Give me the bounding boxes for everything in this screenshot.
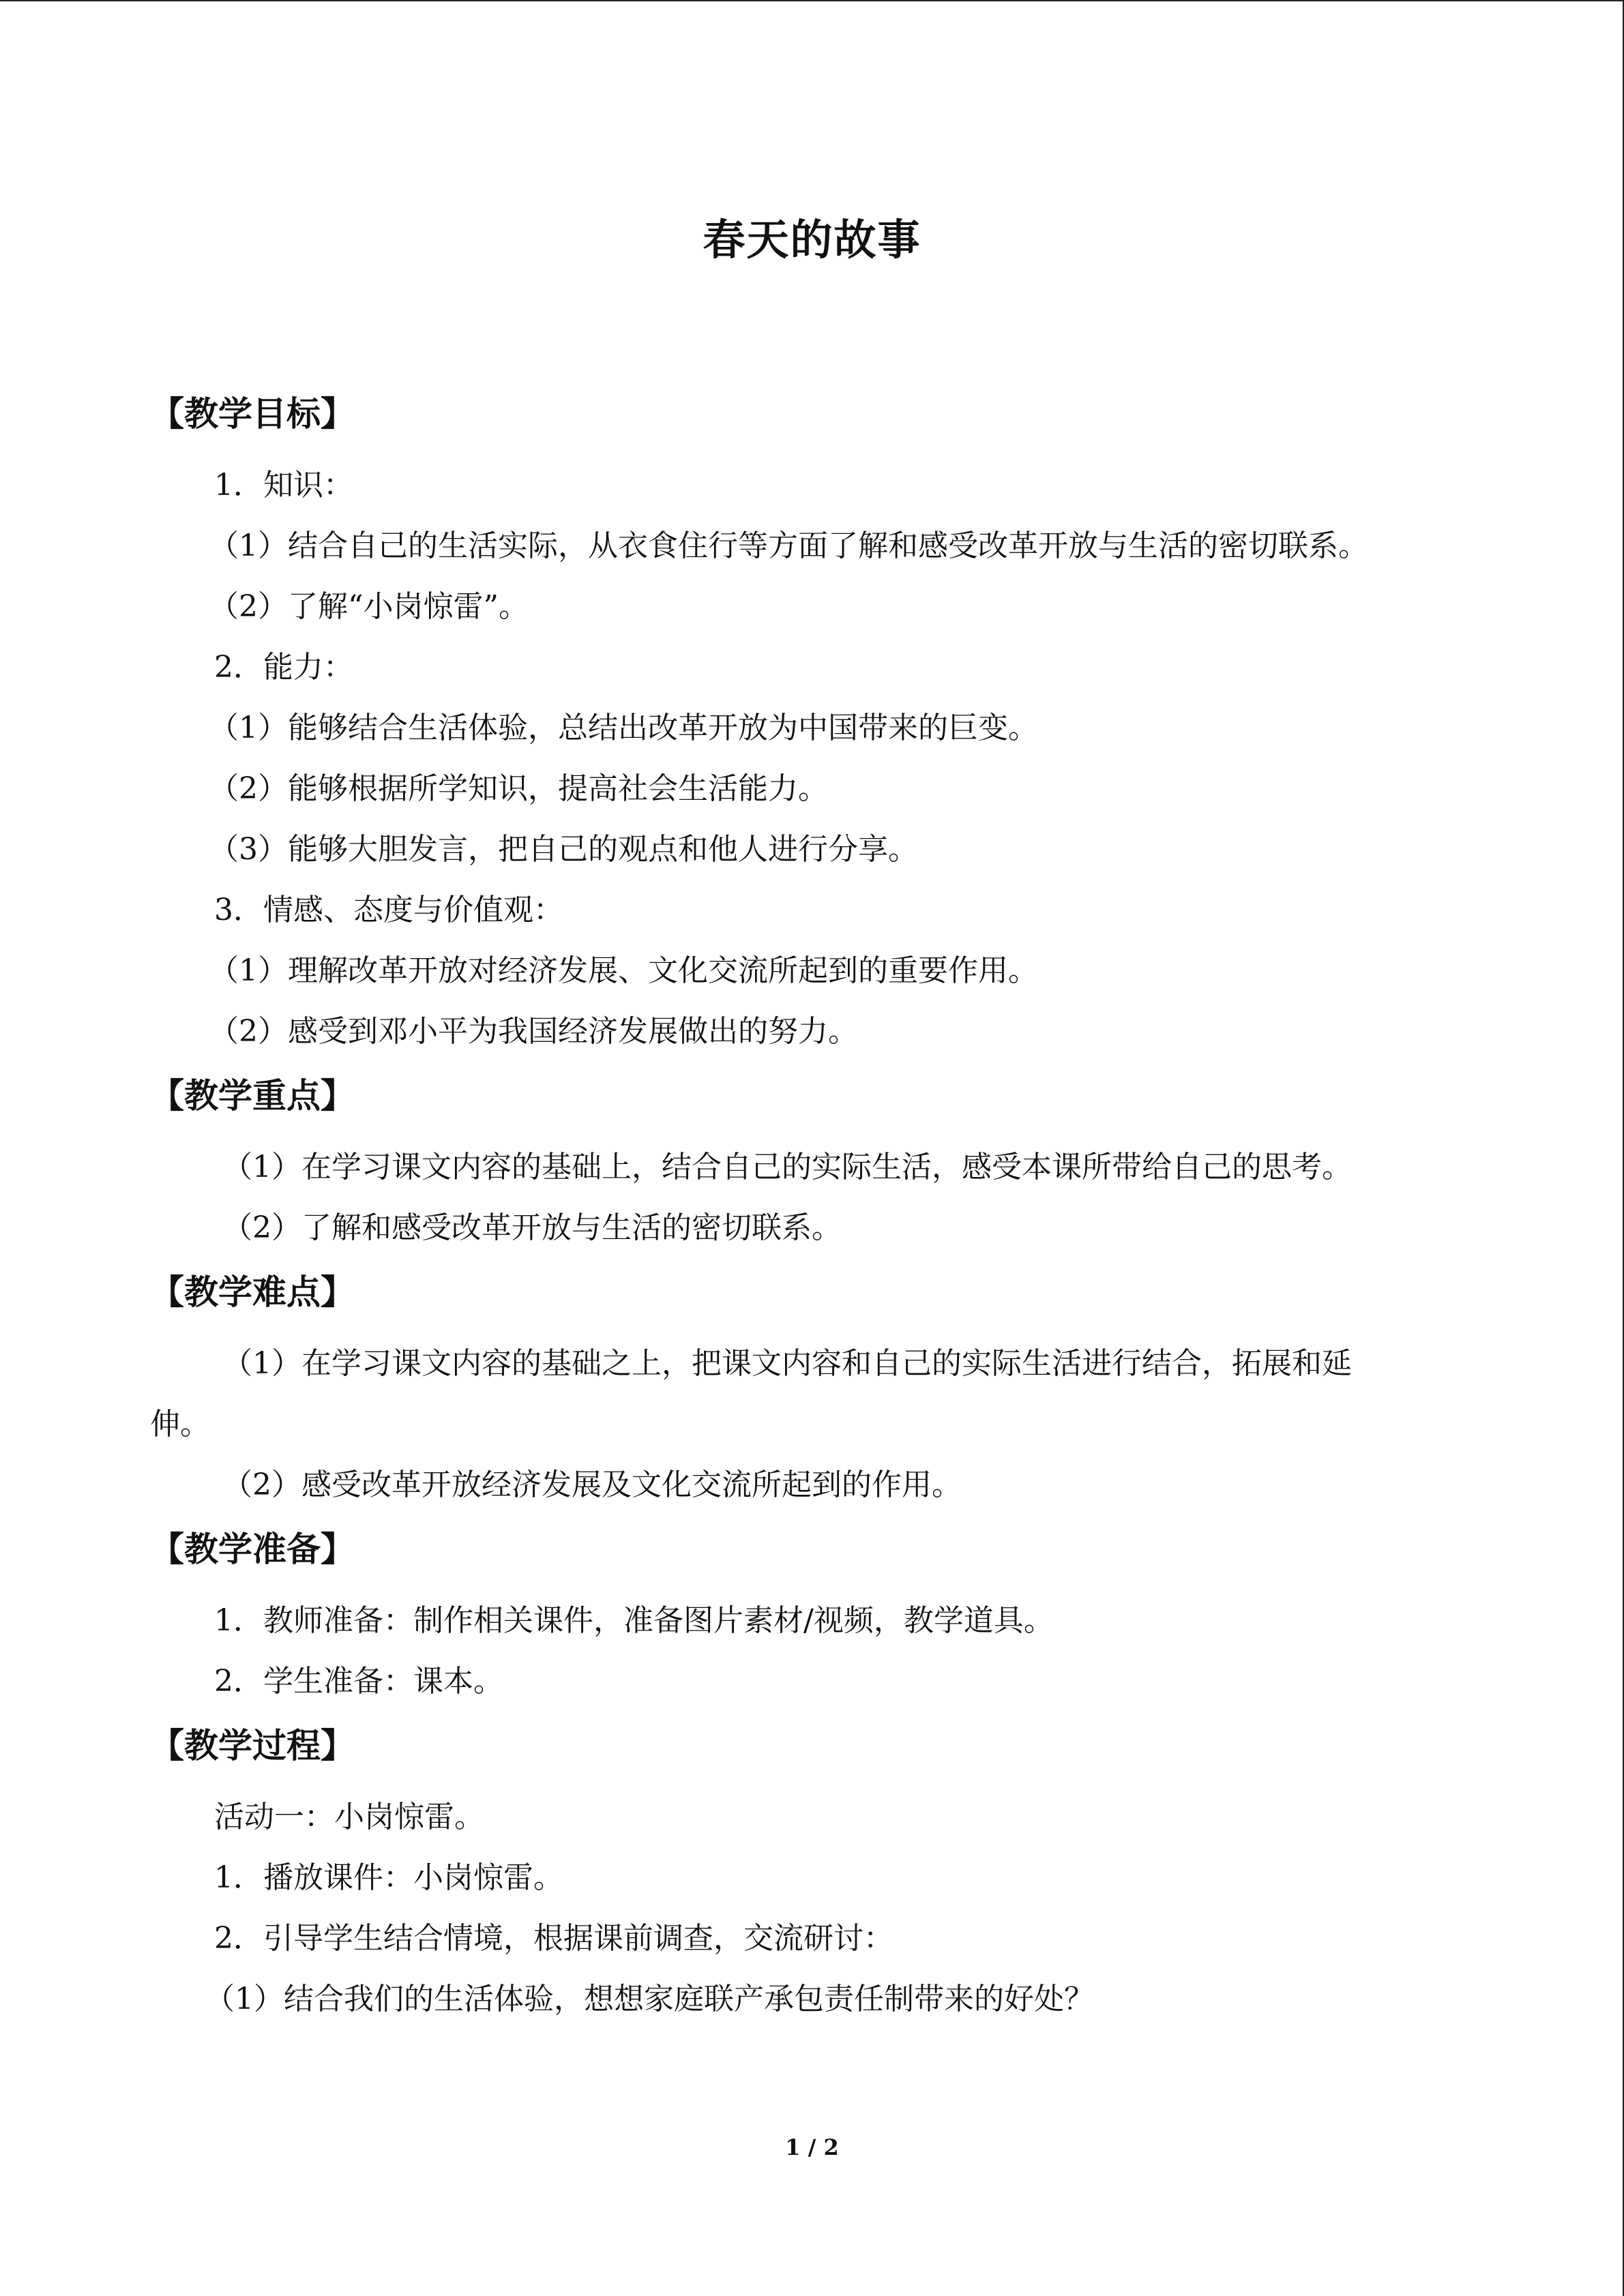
objective-line: （1）理解改革开放对经济发展、文化交流所起到的重要作用。 [209, 953, 1038, 988]
objective-line: （2）了解“小岗惊雷”。 [209, 589, 529, 624]
objective-line: （1）能够结合生活体验，总结出改革开放为中国带来的巨变。 [209, 711, 1038, 745]
process-line: （1）结合我们的生活体验，想想家庭联产承包责任制带来的好处？ [205, 1982, 1094, 2016]
section-heading-difficulties: 【教学难点】 [150, 1272, 355, 1312]
process-line: 2．引导学生结合情境，根据课前调查，交流研讨： [214, 1921, 894, 1956]
objective-line: 3．情感、态度与价值观： [214, 893, 563, 927]
section-heading-process: 【教学过程】 [150, 1726, 355, 1765]
key-point-line: （2）了解和感受改革开放与生活的密切联系。 [222, 1210, 842, 1245]
difficulty-line: （1）在学习课文内容的基础之上，把课文内容和自己的实际生活进行结合，拓展和延 [222, 1346, 1352, 1381]
objective-line: （2）能够根据所学知识，提高社会生活能力。 [209, 771, 828, 806]
preparation-line: 1．教师准备：制作相关课件，准备图片素材/视频，教学道具。 [214, 1603, 1054, 1638]
process-line: 1．播放课件：小岗惊雷。 [214, 1860, 563, 1895]
document-title: 春天的故事 [703, 215, 921, 265]
objective-line: （2）感受到邓小平为我国经济发展做出的努力。 [209, 1014, 858, 1049]
objective-line: （1）结合自己的生活实际，从衣食住行等方面了解和感受改革开放与生活的密切联系。 [209, 528, 1368, 563]
objective-line: 2．能力： [214, 650, 353, 685]
key-point-line: （1）在学习课文内容的基础上，结合自己的实际生活，感受本课所带给自己的思考。 [222, 1150, 1352, 1184]
objective-line: 1．知识： [214, 468, 353, 503]
section-heading-objectives: 【教学目标】 [150, 394, 355, 434]
preparation-line: 2．学生准备：课本。 [214, 1664, 503, 1699]
document-body [150, 380, 1501, 2029]
difficulty-line: （2）感受改革开放经济发展及文化交流所起到的作用。 [222, 1467, 962, 1502]
page-number: 1 / 2 [785, 2134, 839, 2160]
process-line: 活动一：小岗惊雷。 [214, 1800, 484, 1834]
section-heading-preparation: 【教学准备】 [150, 1530, 355, 1569]
difficulty-line-continued: 伸。 [150, 1407, 210, 1442]
section-heading-key-points: 【教学重点】 [150, 1076, 355, 1116]
objective-line: （3）能够大胆发言，把自己的观点和他人进行分享。 [209, 832, 918, 867]
